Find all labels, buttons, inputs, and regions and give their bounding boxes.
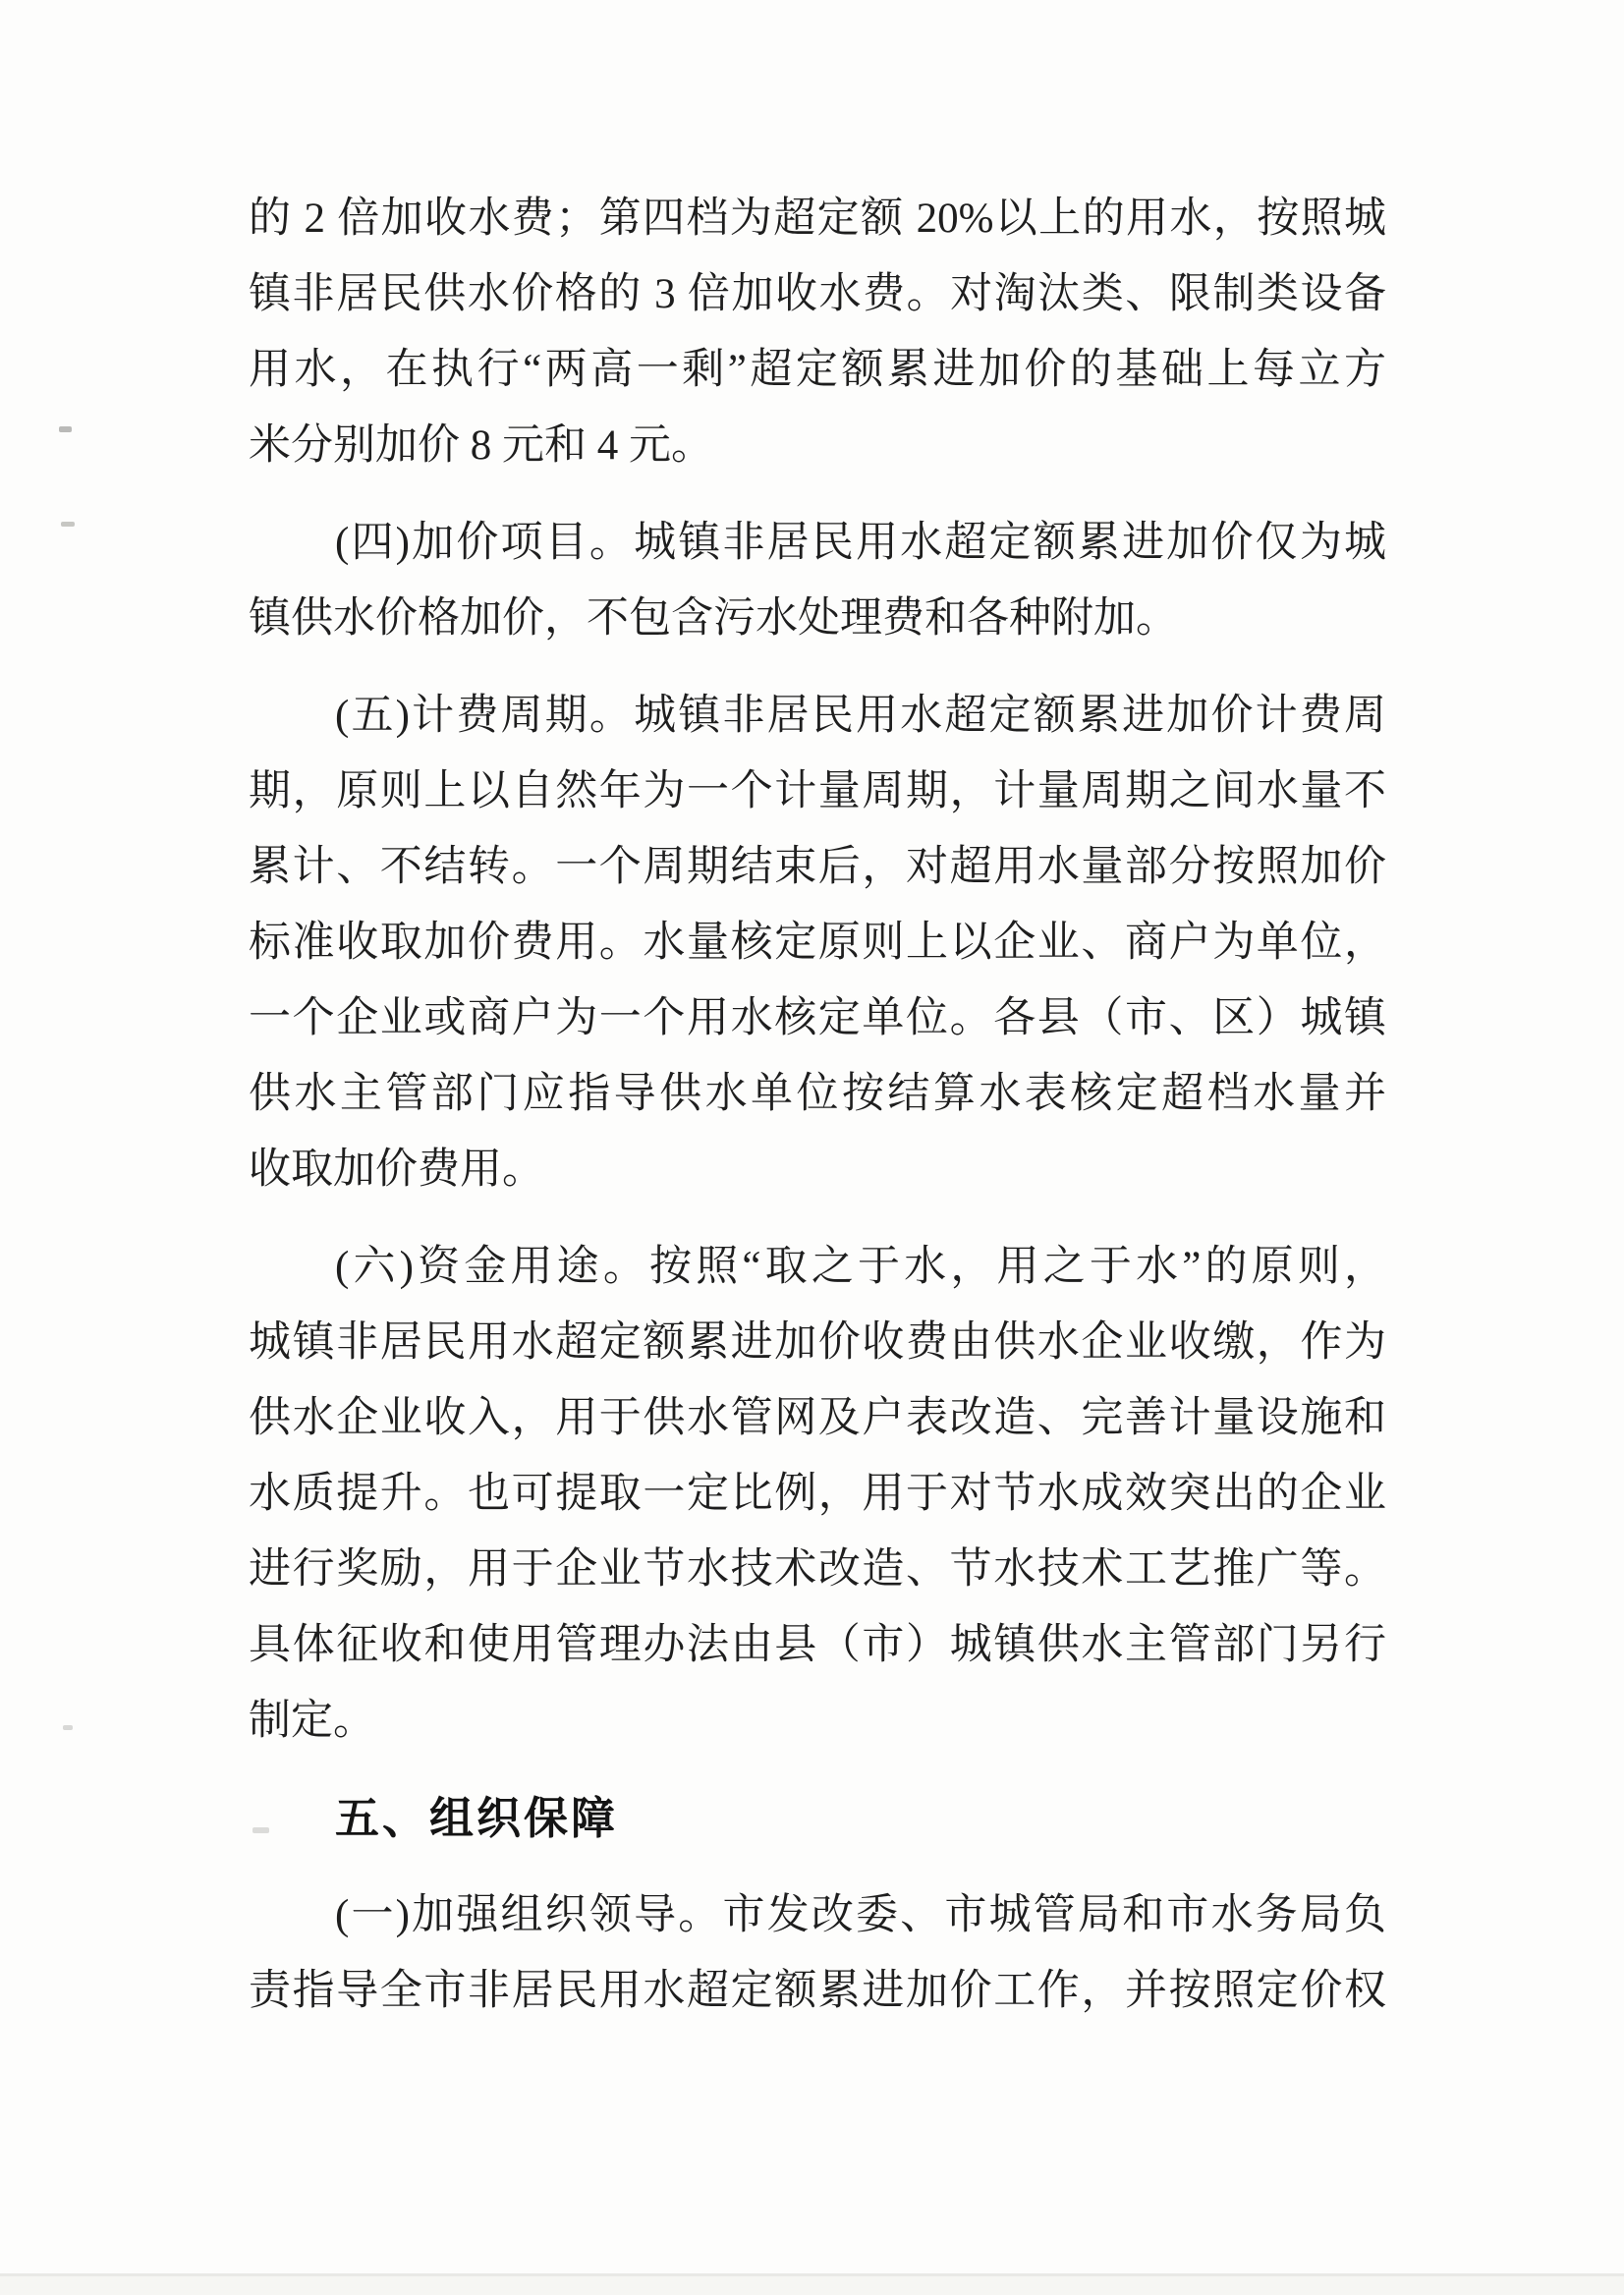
text-line: 供水主管部门应指导供水单位按结算水表核定超档水量并 — [249, 1071, 1386, 1117]
scan-speck — [59, 426, 72, 432]
text-line: 标准收取加价费用。水量核定原则上以企业、商户为单位， — [249, 920, 1386, 966]
text-line: 的 2 倍加收水费；第四档为超定额 20%以上的用水，按照城 — [249, 196, 1386, 242]
text-line: 水质提升。也可提取一定比例，用于对节水成效突出的企业 — [249, 1471, 1386, 1517]
scan-speck — [252, 1827, 269, 1833]
text-line: 镇供水价格加价，不包含污水处理费和各种附加。 — [249, 595, 1178, 642]
text-line: 进行奖励，用于企业节水技术改造、节水技术工艺推广等。 — [249, 1546, 1386, 1593]
scan-bottom-strip — [0, 2276, 1624, 2295]
text-line: 一个企业或商户为一个用水核定单位。各县（市、区）城镇 — [249, 995, 1386, 1041]
text-line: (六)资金用途。按照“取之于水，用之于水”的原则， — [335, 1244, 1386, 1290]
scan-speck — [63, 1725, 73, 1730]
paragraph-item-4 — [249, 505, 1386, 656]
text-line: 责指导全市非居民用水超定额累进加价工作，并按照定价权 — [249, 1968, 1386, 2014]
document-page — [249, 181, 1386, 2029]
paragraph-item-6 — [249, 1229, 1386, 1759]
text-line: (五)计费周期。城镇非居民用水超定额累进加价计费周 — [335, 693, 1386, 739]
section-heading: 五、组织保障 — [335, 1793, 619, 1843]
paragraph-continuation — [249, 181, 1386, 483]
paragraph-item-5 — [249, 678, 1386, 1207]
text-line: 供水企业收入，用于供水管网及户表改造、完善计量设施和 — [249, 1395, 1386, 1441]
text-line: 镇非居民供水价格的 3 倍加收水费。对淘汰类、限制类设备 — [249, 271, 1386, 317]
text-line: 具体征收和使用管理办法由县（市）城镇供水主管部门另行 — [249, 1622, 1386, 1668]
text-line: 累计、不结转。一个周期结束后，对超用水量部分按照加价 — [249, 844, 1386, 890]
scan-speck — [61, 522, 75, 527]
text-line: 城镇非居民用水超定额累进加价收费由供水企业收缴，作为 — [249, 1319, 1386, 1366]
text-line: (一)加强组织领导。市发改委、市城管局和市水务局负 — [335, 1892, 1386, 1938]
text-line: 期，原则上以自然年为一个计量周期，计量周期之间水量不 — [249, 768, 1386, 814]
paragraph-item-1 — [249, 1877, 1386, 2029]
text-line: 收取加价费用。 — [249, 1147, 544, 1193]
text-line: 米分别加价 8 元和 4 元。 — [249, 422, 713, 469]
text-line: 用水，在执行“两高一剩”超定额累进加价的基础上每立方 — [249, 347, 1386, 393]
text-line: (四)加价项目。城镇非居民用水超定额累进加价仅为城 — [335, 520, 1386, 566]
text-line: 制定。 — [249, 1698, 375, 1744]
